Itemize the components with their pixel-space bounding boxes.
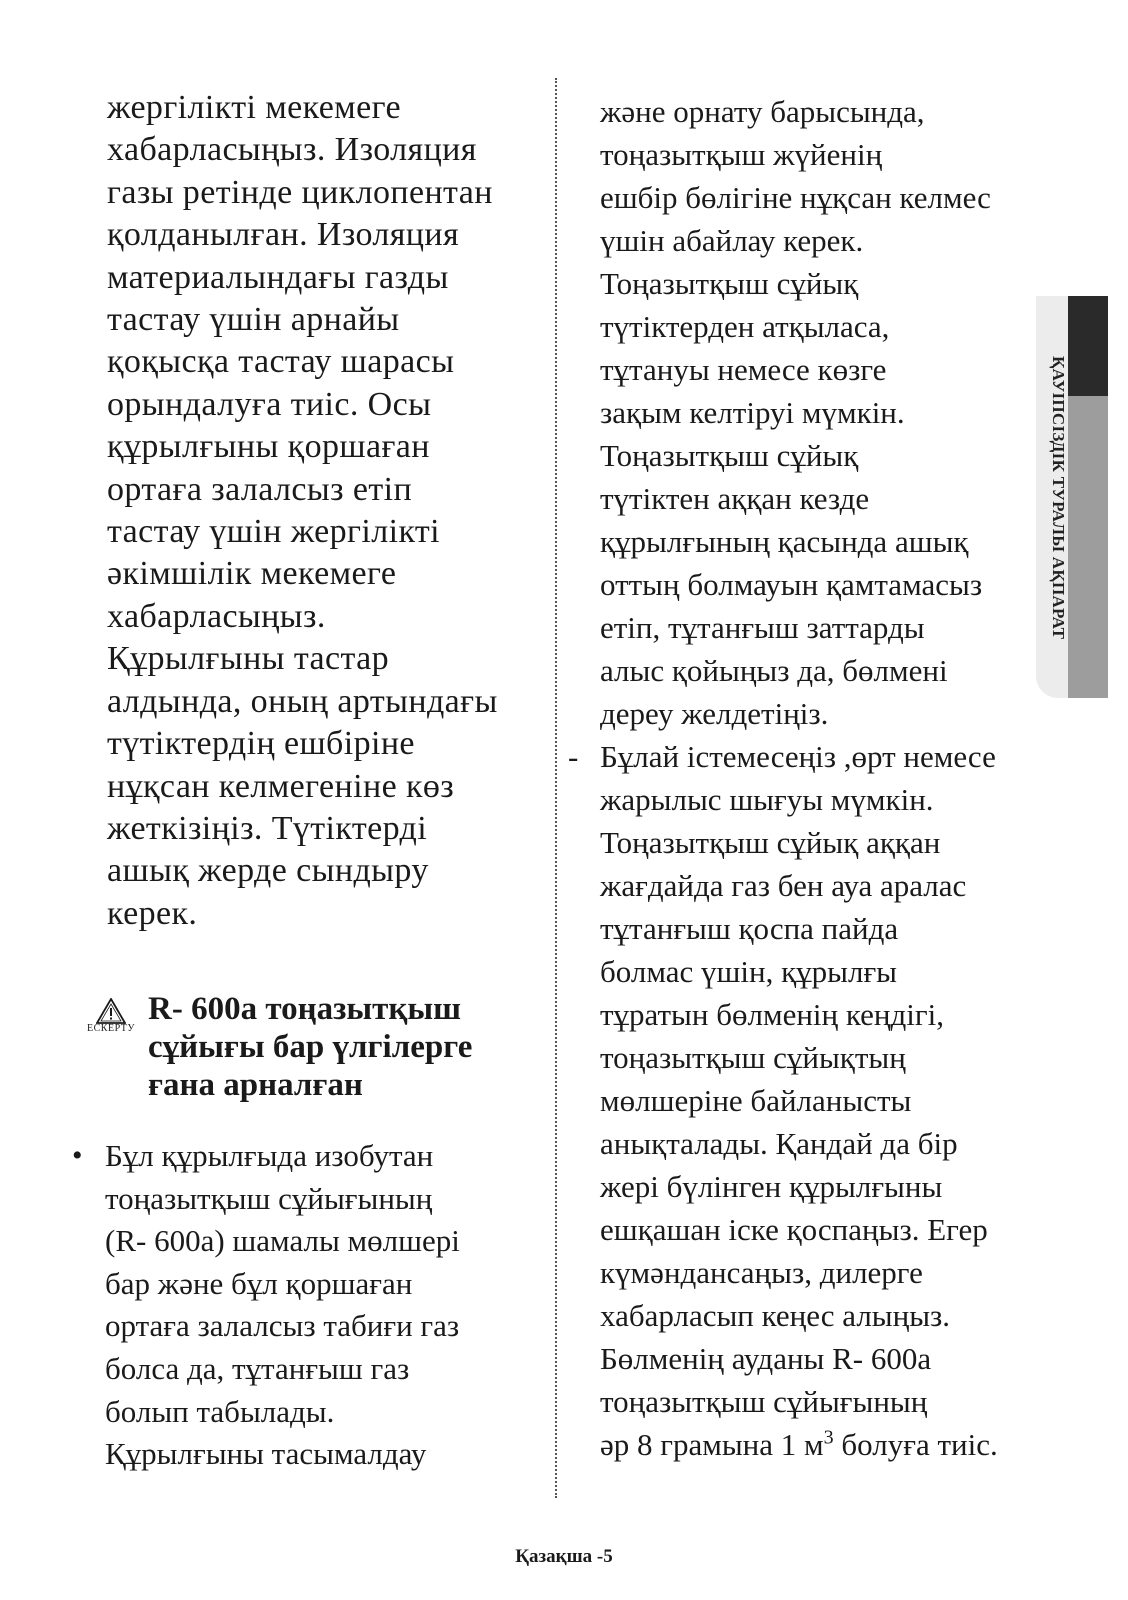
- text-line: материалындағы газды: [107, 258, 449, 296]
- text-line: жағдайда газ бен ауа аралас: [600, 868, 967, 903]
- text-line: болып табылады.: [105, 1393, 335, 1429]
- warning-triangle-icon: [96, 998, 126, 1024]
- bullet-marker: •: [72, 1139, 83, 1172]
- text-line: әкімшілік мекемеге: [107, 555, 397, 593]
- text-line: бар және бұл қоршаған: [105, 1265, 413, 1301]
- bullet-text: [105, 1135, 545, 1476]
- text-line: тоңазытқыш сұйығының: [105, 1180, 433, 1216]
- page-number: Қазақша -5: [515, 1546, 613, 1567]
- last-line-end: болуға тиіс.: [833, 1427, 998, 1462]
- text-line: түтіктерден атқыласа,: [600, 309, 890, 344]
- text-line: дереу желдетіңіз.: [600, 696, 829, 731]
- text-line: газы ретінде циклопентан: [107, 173, 493, 211]
- text-line: ешқашан іске қоспаңыз. Егер: [600, 1212, 988, 1247]
- text-line: түтіктен аққан кезде: [600, 481, 870, 516]
- column-divider: [555, 78, 557, 1498]
- text-line: құрылғыны қоршаған: [107, 428, 430, 466]
- text-line: үшін абайлау керек.: [600, 223, 864, 258]
- text-line: тастау үшін жергілікті: [107, 513, 441, 551]
- text-line: керек.: [107, 894, 198, 932]
- text-line: жеткізіңіз. Түтіктерді: [107, 809, 428, 847]
- text-line: Құрылғыны тасымалдау: [105, 1436, 427, 1472]
- text-line: хабарласыңыз.: [107, 597, 326, 635]
- text-line: қоқысқа тастау шарасы: [107, 343, 455, 381]
- text-line: орындалуға тиіс. Осы: [107, 385, 432, 423]
- text-line: жергілікті мекемеге: [107, 89, 401, 126]
- last-line-text: әр 8 грамына 1 м: [600, 1427, 824, 1462]
- text-line: мөлшеріне байланысты: [600, 1083, 912, 1118]
- text-line: тұтанғыш қоспа пайда: [600, 911, 899, 946]
- text-line: тұтануы немесе көзге: [600, 352, 887, 387]
- text-line: жері бүлінген құрылғыны: [600, 1169, 943, 1204]
- text-line: Бұл құрылғыда изобутан: [105, 1138, 434, 1173]
- text-line: (R- 600a) шамалы мөлшері: [105, 1223, 460, 1259]
- text-line: Тоңазытқыш сұйық: [600, 266, 859, 301]
- text-line: зақым келтіруі мүмкін.: [600, 395, 905, 430]
- text-line: тоңазытқыш сұйықтың: [600, 1040, 906, 1075]
- text-line: жарылыс шығуы мүмкін.: [600, 782, 934, 817]
- side-tab-marker-grey: [1068, 396, 1108, 698]
- warning-title-line: R- 600a тоңазытқыш: [148, 991, 461, 1027]
- superscript: 3: [823, 1426, 834, 1449]
- text-line: Бұлай істемесеңіз ,өрт немесе: [600, 739, 996, 774]
- text-line: Тоңазытқыш сұйық аққан: [600, 825, 941, 860]
- warning-title: [148, 990, 568, 1104]
- warning-badge: [75, 998, 147, 1034]
- section-tab-label: ҚАУІПСІЗДІК ТУРАЛЫ АҚПАРАТ: [1049, 356, 1068, 640]
- text-line: хабарласыңыз. Изоляция: [107, 131, 477, 169]
- warning-title-line: ғана арналған: [148, 1067, 363, 1103]
- text-line: құрылғының қасында ашық: [600, 524, 969, 559]
- text-line: түтіктердің ешбіріне: [107, 725, 415, 763]
- text-line: нұқсан келмегеніне көз: [107, 767, 455, 805]
- text-line: ешбір бөлігіне нұқсан келмес: [600, 180, 991, 215]
- dash-marker: -: [568, 739, 579, 774]
- text-line: ортаға залалсыз табиғи газ: [105, 1308, 460, 1344]
- warning-title-line: сұйығы бар үлгілерге: [148, 1029, 473, 1065]
- dash-item-first-line: [568, 735, 1040, 778]
- text-line: күмәндансаңыз, дилерге: [600, 1255, 923, 1290]
- text-line: тастау үшін арнайы: [107, 301, 400, 339]
- text-line: алыс қойыңыз да, бөлмені: [600, 653, 948, 688]
- last-line: [600, 1423, 1040, 1466]
- text-line: және орнату барысында,: [600, 94, 925, 129]
- text-line: Құрылғыны тастар: [107, 640, 390, 678]
- text-line: қолданылған. Изоляция: [107, 216, 460, 254]
- text-line: ортаға залалсыз етіп: [107, 470, 413, 508]
- text-line: хабарласып кеңес алыңыз.: [600, 1298, 951, 1333]
- text-line: тоңазытқыш жүйенің: [600, 137, 883, 172]
- text-line: Бөлменің ауданы R- 600a: [600, 1341, 932, 1376]
- text-line: болмас үшін, құрылғы: [600, 954, 897, 989]
- text-line: ашық жерде сындыру: [107, 852, 429, 890]
- text-line: болса да, тұтанғыш газ: [105, 1350, 410, 1386]
- warning-label: ЕСКЕРТУ: [87, 1023, 135, 1034]
- text-line: алдында, оның артындағы: [107, 682, 498, 720]
- text-line: анықталады. Қандай да бір: [600, 1126, 958, 1161]
- text-line: Тоңазытқыш сұйық: [600, 438, 859, 473]
- right-column: [568, 90, 1040, 1466]
- left-column: [107, 87, 547, 935]
- text-line: тоңазытқыш сұйығының: [600, 1384, 928, 1419]
- text-line: тұратын бөлменің кеңдігі,: [600, 997, 944, 1032]
- text-line: оттың болмауын қамтамасыз: [600, 567, 983, 602]
- text-line: етіп, тұтанғыш заттарды: [600, 610, 925, 645]
- side-tab-marker-dark: [1068, 296, 1108, 396]
